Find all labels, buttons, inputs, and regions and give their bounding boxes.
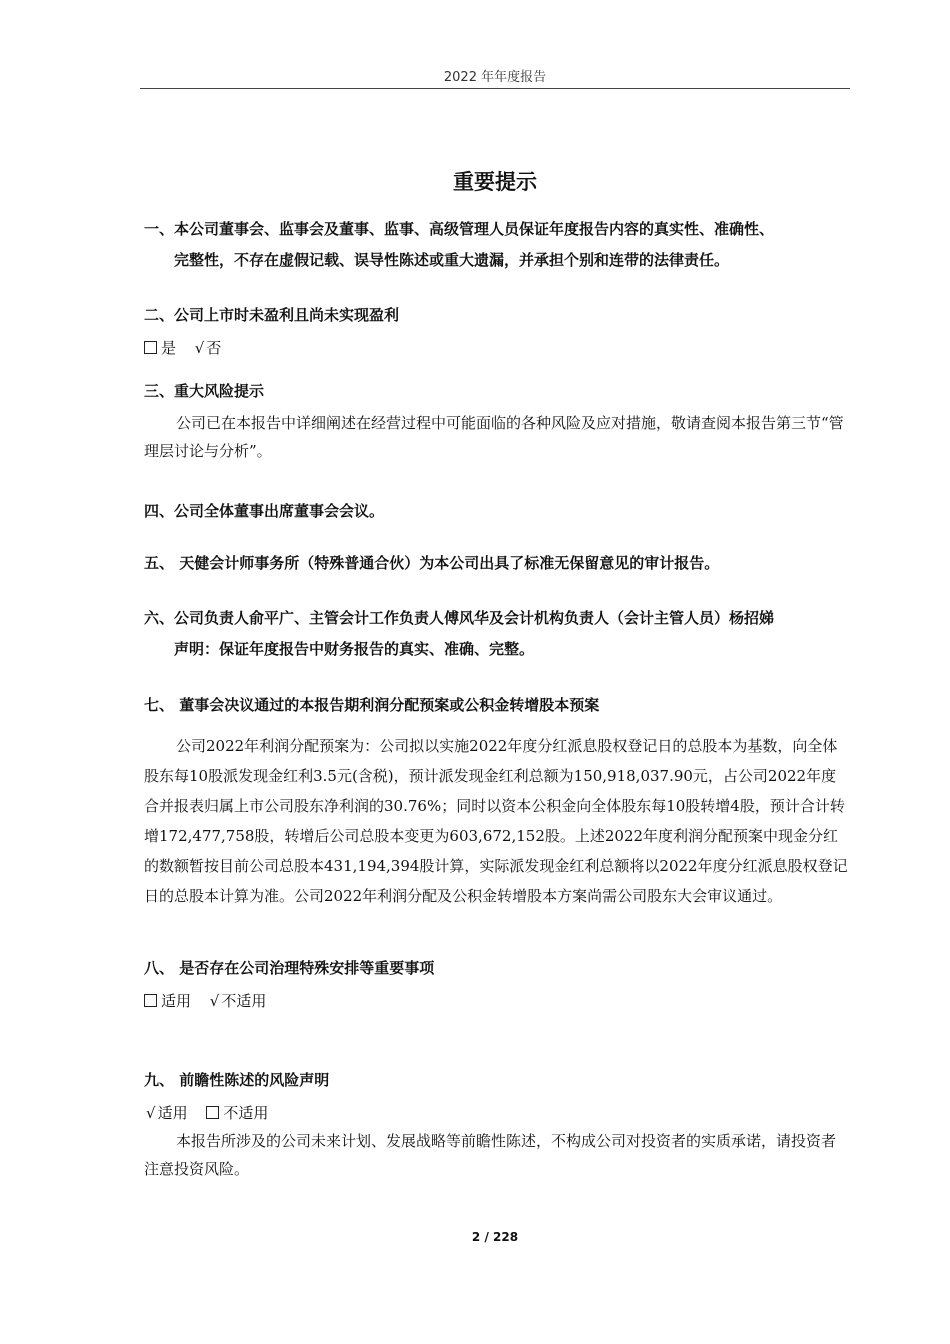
section-6-line2: 声明：保证年度报告中财务报告的真实、准确、完整。	[174, 640, 535, 658]
unchecked-box-icon	[144, 341, 157, 354]
checkmark-icon: √	[209, 992, 220, 1010]
section-7-body: 公司2022年利润分配预案为：公司拟以实施2022年度分红派息股权登记日的总股本为基数，向全体股东每10股派发现金红利3.5元(含税)，预计派发现金红利总额为150,918,037.90元，占公司2022年度合并报表归属上市公司股东净利润的30.76%；同时以资本公积金向全体股东每10股转增4股，预计合计转增172,477,758股，转增后公司总股本变更为603,672,152股。上述2022年度利润分配预案中现金分红的数额暂按目前公司总股本431,194,394股计算，实际派发现金红利总额将以2022年度分红派息股权登记日的总股本计算为准。公司2022年利润分配及公积金转增股本方案尚需公司股东大会审议通过。	[144, 737, 848, 905]
section-4-heading: 四、公司全体董事出席董事会会议。	[144, 502, 385, 520]
section-8-options	[144, 989, 266, 1013]
page-number: 2 / 228	[471, 1230, 519, 1244]
section-9-body: 本报告所涉及的公司未来计划、发展战略等前瞻性陈述，不构成公司对投资者的实质承诺，请投资者注意投资风险。	[144, 1132, 837, 1178]
section-9-heading: 九、 前瞻性陈述的风险声明	[144, 1071, 330, 1089]
header-divider	[140, 88, 850, 89]
section-7-heading: 七、 董事会决议通过的本报告期利润分配预案或公积金转增股本预案	[144, 696, 600, 714]
unchecked-box-icon	[206, 1106, 219, 1119]
section-9-options	[144, 1101, 268, 1125]
section-2-options	[144, 336, 221, 360]
section-2-heading: 二、公司上市时未盈利且尚未实现盈利	[144, 306, 400, 324]
checkmark-icon: √	[194, 339, 205, 357]
section-1	[144, 214, 850, 276]
option-no-label: 否	[206, 339, 222, 357]
section-8-heading: 八、 是否存在公司治理特殊安排等重要事项	[144, 959, 435, 977]
option-not-applicable-label: 不适用	[223, 1104, 269, 1122]
option-applicable-label: 适用	[161, 992, 192, 1010]
option-not-applicable-label: 不适用	[221, 992, 267, 1010]
checkmark-icon: √	[146, 1104, 156, 1122]
section-5-heading: 五、 天健会计师事务所（特殊普通合伙）为本公司出具了标准无保留意见的审计报告。	[144, 554, 720, 572]
option-yes-label: 是	[161, 339, 177, 357]
unchecked-box-icon	[144, 994, 157, 1007]
page-title: 重要提示	[453, 170, 537, 194]
option-applicable-label: 适用	[157, 1104, 188, 1122]
section-3-heading: 三、重大风险提示	[144, 382, 265, 400]
report-header: 2022 年年度报告	[443, 70, 547, 85]
section-1-line2: 完整性，不存在虚假记载、误导性陈述或重大遗漏，并承担个别和连带的法律责任。	[174, 251, 730, 269]
section-6	[144, 603, 850, 665]
section-6-line1: 六、公司负责人俞平广、主管会计工作负责人傅风华及会计机构负责人（会计主管人员）杨招娣	[144, 609, 775, 627]
section-3-body: 公司已在本报告中详细阐述在经营过程中可能面临的各种风险及应对措施，敬请查阅本报告第三节“管理层讨论与分析”。	[144, 414, 844, 460]
section-1-line1: 一、本公司董事会、监事会及董事、监事、高级管理人员保证年度报告内容的真实性、准确性、	[144, 220, 775, 238]
